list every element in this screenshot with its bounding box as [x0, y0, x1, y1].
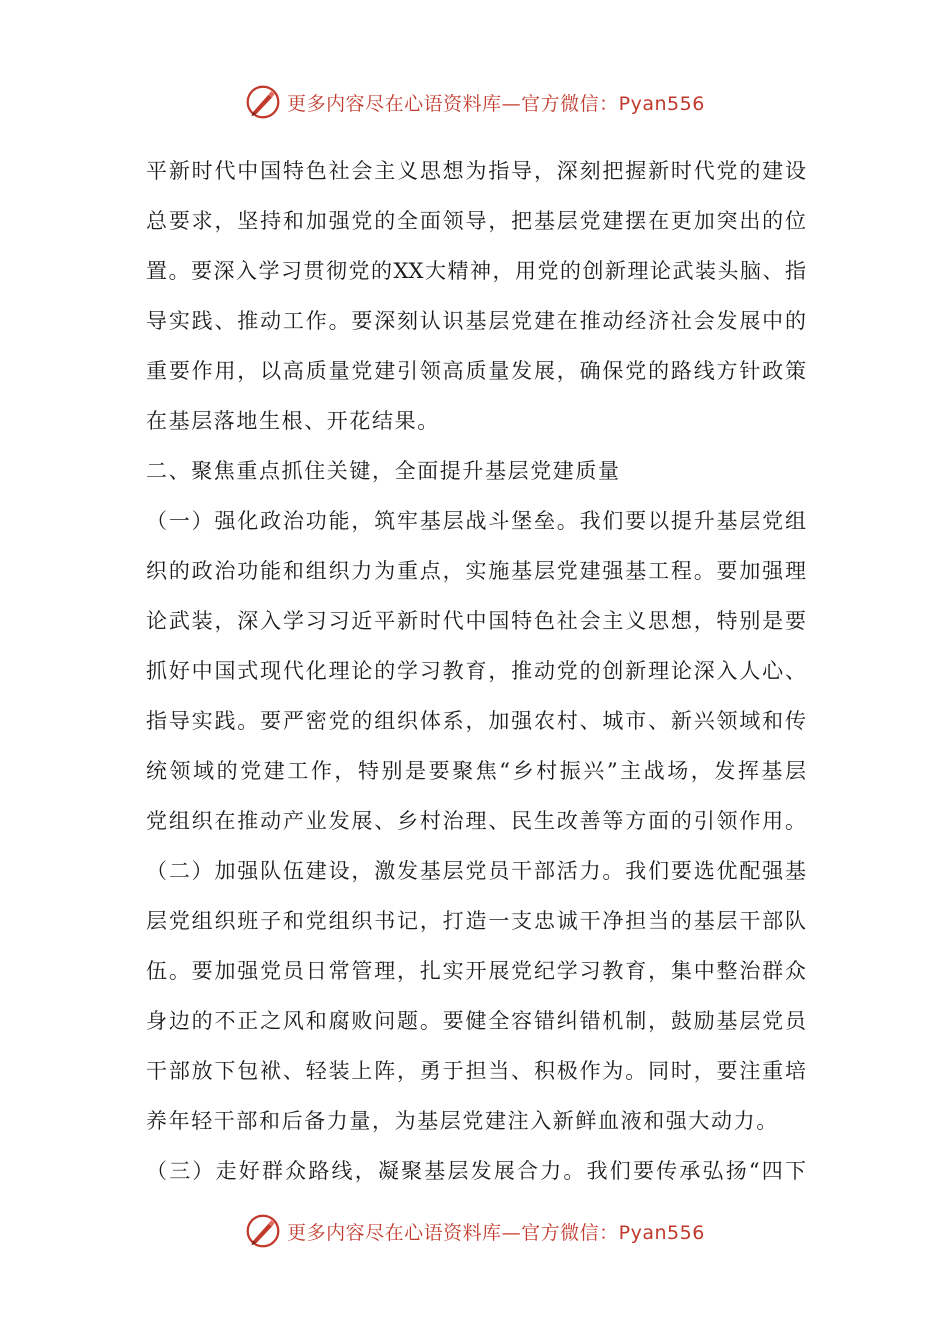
text-line: 干部放下包袱、轻装上阵，勇于担当、积极作为。同时，要注重培	[146, 1059, 806, 1083]
text-line: 导实践、推动工作。要深刻认识基层党建在推动经济社会发展中的	[146, 309, 806, 333]
text-line: 养年轻干部和后备力量，为基层党建注入新鲜血液和强大动力。	[146, 1109, 779, 1133]
text-line: 总要求，坚持和加强党的全面领导，把基层党建摆在更加突出的位	[146, 209, 806, 233]
text-line: 织的政治功能和组织力为重点，实施基层党建强基工程。要加强理	[146, 559, 806, 583]
section-heading: 二、聚焦重点抓住关键，全面提升基层党建质量	[146, 459, 621, 483]
text-line: 党组织在推动产业发展、乡村治理、民生改善等方面的引领作用。	[146, 809, 806, 833]
footer-banner	[0, 1211, 950, 1251]
pen-logo-icon	[245, 84, 281, 120]
text-line: 在基层落地生根、开花结果。	[146, 409, 440, 433]
footer-banner-text: 更多内容尽在心语资料库—官方微信：Pyan556	[287, 1221, 705, 1244]
text-line: 统领域的党建工作，特别是要聚焦“乡村振兴”主战场，发挥基层	[146, 759, 806, 783]
footer-wechat-id: Pyan556	[618, 1221, 705, 1244]
text-line: 重要作用，以高质量党建引领高质量发展，确保党的路线方针政策	[146, 359, 806, 383]
text-line: （三）走好群众路线，凝聚基层发展合力。我们要传承弘扬“四下	[146, 1159, 806, 1183]
document-body	[146, 146, 806, 1196]
text-line: （一）强化政治功能，筑牢基层战斗堡垒。我们要以提升基层党组	[146, 509, 806, 533]
pen-logo-icon	[245, 1213, 281, 1249]
text-line: （二）加强队伍建设，激发基层党员干部活力。我们要选优配强基	[146, 859, 806, 883]
header-banner	[0, 82, 950, 122]
text-line: 抓好中国式现代化理论的学习教育，推动党的创新理论深入人心、	[146, 659, 806, 683]
text-line: 伍。要加强党员日常管理，扎实开展党纪学习教育，集中整治群众	[146, 959, 806, 983]
text-line: 层党组织班子和党组织书记，打造一支忠诚干净担当的基层干部队	[146, 909, 806, 933]
header-banner-text: 更多内容尽在心语资料库—官方微信：Pyan556	[287, 92, 705, 115]
text-line: 论武装，深入学习习近平新时代中国特色社会主义思想，特别是要	[146, 609, 806, 633]
text-line: 身边的不正之风和腐败问题。要健全容错纠错机制，鼓励基层党员	[146, 1009, 806, 1033]
text-line: 指导实践。要严密党的组织体系，加强农村、城市、新兴领域和传	[146, 709, 806, 733]
header-wechat-id: Pyan556	[618, 92, 705, 115]
text-line: 平新时代中国特色社会主义思想为指导，深刻把握新时代党的建设	[146, 159, 806, 183]
text-line: 置。要深入学习贯彻党的XX大精神，用党的创新理论武装头脑、指	[146, 259, 806, 283]
